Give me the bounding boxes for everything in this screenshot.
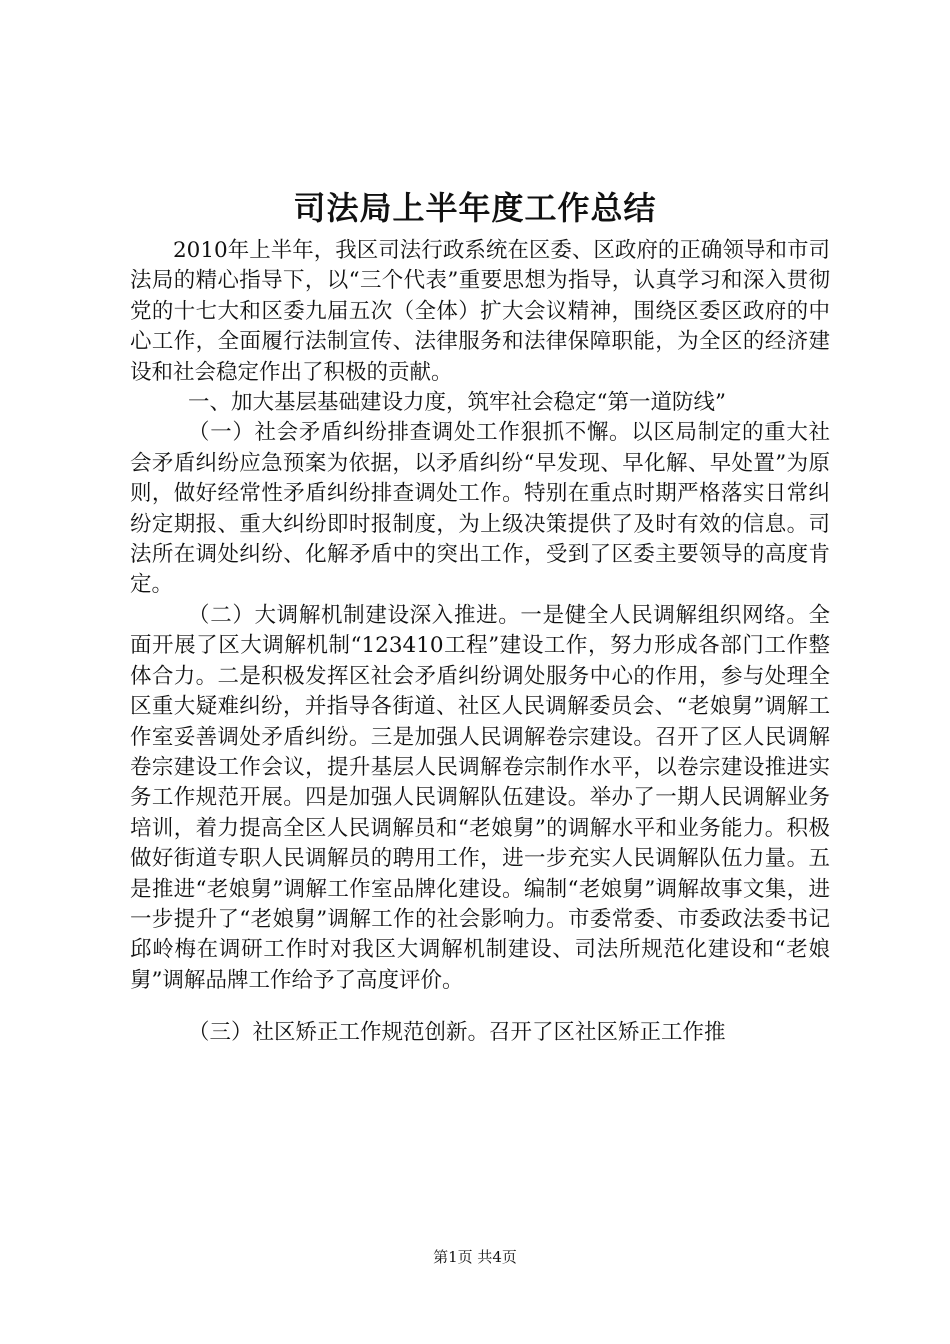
intro-paragraph: 2010年上半年，我区司法行政系统在区委、区政府的正确领导和市司法局的精心指导下，以“三个代表”重要思想为指导，认真学习和深入贯彻党的十七大和区委九届五次（全体）扩大会议精神，围绕区委区政府的中心工作，全面履行法制宣传、法律服务和法律保障职能，为全区的经济建设和社会稳定作出了积极的贡献。 <box>130 238 830 385</box>
document-body <box>130 236 830 1049</box>
document-title: 司法局上半年度工作总结 <box>293 189 657 227</box>
subsection-paragraph-2: （二）大调解机制建设深入推进。一是健全人民调解组织网络。全面开展了区大调解机制“123410工程”建设工作，努力形成各部门工作整体合力。二是积极发挥区社会矛盾纠纷调处服务中心的作用，参与处理全区重大疑难纠纷，并指导各街道、社区人民调解委员会、“老娘舅”调解工作室妥善调处矛盾纠纷。三是加强人民调解卷宗建设。召开了区人民调解卷宗建设工作会议，提升基层人民调解卷宗制作水平，以卷宗建设推进实务工作规范开展。四是加强人民调解队伍建设。举办了一期人民调解业务培训，着力提高全区人民调解员和“老娘舅”的调解水平和业务能力。积极做好街道专职人民调解员的聘用工作，进一步充实人民调解队伍力量。五是推进“老娘舅”调解工作室品牌化建设。编制“老娘舅”调解故事文集，进一步提升了“老娘舅”调解工作的社会影响力。市委常委、市委政法委书记邱岭梅在调研工作时对我区大调解机制建设、司法所规范化建设和“老娘舅”调解品牌工作给予了高度评价。 <box>130 602 830 993</box>
subsection-paragraph-3: （三）社区矫正工作规范创新。召开了区社区矫正工作推 <box>188 1020 726 1046</box>
section-heading-1: 一、加大基层基础建设力度，筑牢社会稳定“第一道防线” <box>188 390 727 416</box>
page-footer: 第1页 共4页 <box>433 1248 517 1266</box>
subsection-paragraph-1: （一）社会矛盾纠纷排查调处工作狠抓不懈。以区局制定的重大社会矛盾纠纷应急预案为依据，以矛盾纠纷“早发现、早化解、早处置”为原则，做好经常性矛盾纠纷排查调处工作。特别在重点时期严格落实日常纠纷定期报、重大纠纷即时报制度，为上级决策提供了及时有效的信息。司法所在调处纠纷、化解矛盾中的突出工作，受到了区委主要领导的高度肯定。 <box>130 420 830 598</box>
